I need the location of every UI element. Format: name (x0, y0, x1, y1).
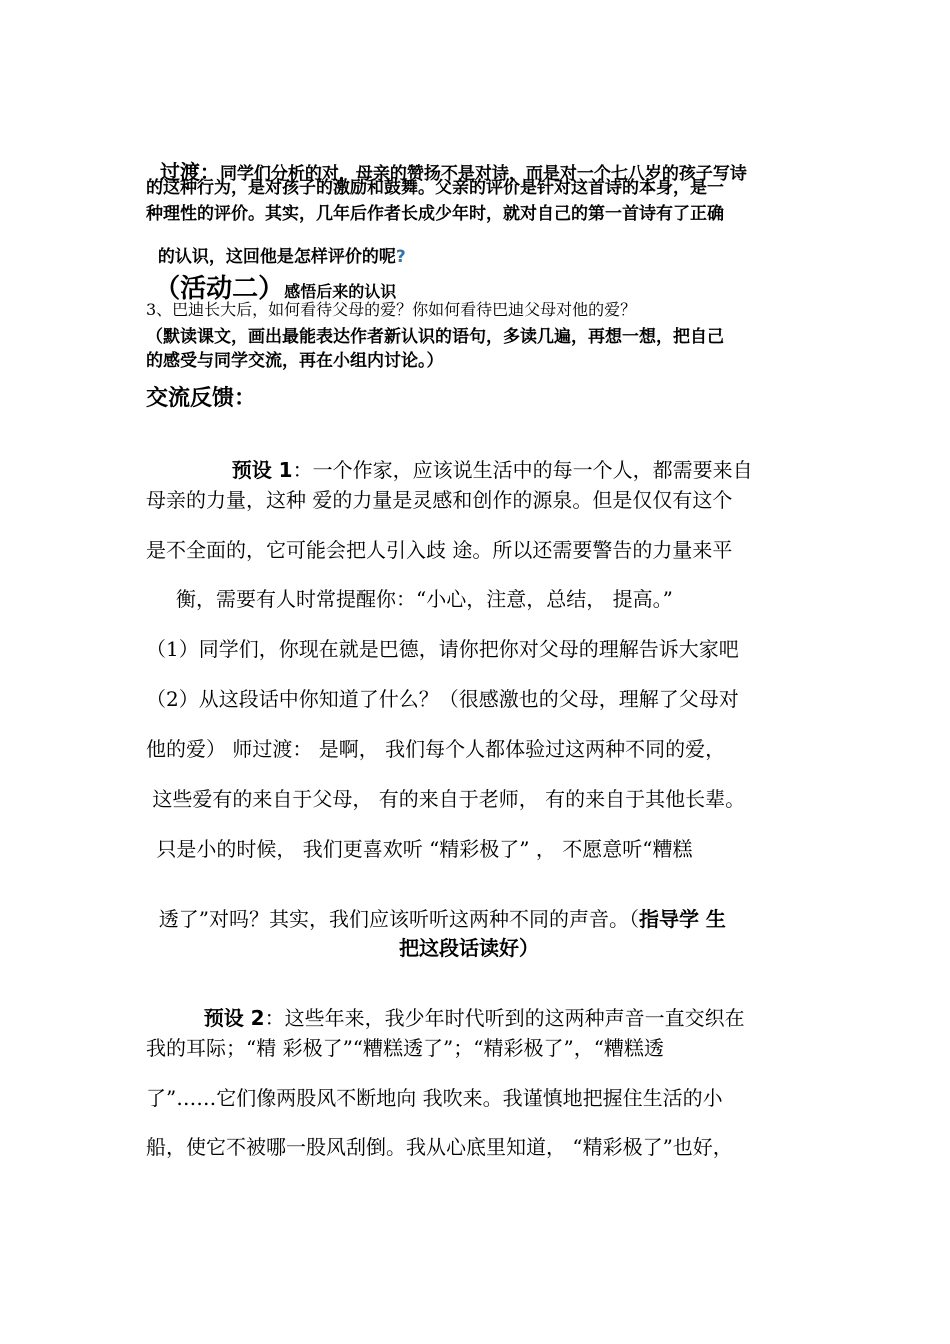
question-mark: ? (395, 247, 406, 267)
activity-heading: （活动二） (154, 274, 285, 304)
preset1-text-1: ：一个作家，应该说生活中的每一个人，都需要来自 (292, 458, 753, 482)
preset2-line-4: 船，使它不被哪一股风刮倒。我从心底里知道， “精彩极了”也好， (146, 1135, 733, 1159)
preset1-text-8: 透了”对吗？其实，我们应该听听这两种不同的声音。（ (158, 907, 639, 931)
preset1-line-4: 衡，需要有人时常提醒你：“小心，注意，总结， 提高。” (176, 587, 673, 611)
preset1-line-3: 是不全面的，它可能会把人引入歧 途。所以还需要警告的力量来平 (146, 538, 733, 562)
transition-line-1 (146, 142, 747, 183)
activity-heading-row (144, 260, 396, 302)
preset1-guide: 指导学 生 (638, 907, 726, 931)
preset1-line-9: 把这段话读好） (399, 936, 539, 960)
preset2-label: 预设 2 (203, 1006, 265, 1030)
transition-text-1: 同学们分析的对，母亲的赞扬不是对诗，而是对一个七八岁的孩子写诗 (219, 164, 747, 184)
transition-text-4: 的认识，这回他是怎样评价的呢 (157, 247, 396, 267)
instruction-line-1: （默读课文，画出最能表达作者新认识的语句，多读几遍，再想一想，把自己 (146, 327, 724, 347)
transition-line-3: 种理性的评价。其实，几年后作者长成少年时，就对自己的第一首诗有了正确 (146, 204, 724, 224)
preset1-line-5: 他的爱） 师过渡： 是啊， 我们每个人都体验过这两种不同的爱， (146, 737, 726, 761)
preset1-line-6: 这些爱有的来自于父母， 有的来自于老师， 有的来自于其他长辈。 (146, 787, 746, 811)
feedback-heading: 交流反馈： (146, 386, 257, 411)
preset1-question-1: （1）同学们，你现在就是巴德，请你把你对父母的理解告诉大家吧 (146, 637, 739, 661)
preset1-question-2: （2）从这段话中你知道了什么？（很感激也的父母，理解了父母对 (146, 687, 739, 711)
preset1-line-7: 只是小的时候， 我们更喜欢听 “精彩极了” ， 不愿意听“糟糕 (150, 837, 693, 861)
preset1-line-1 (219, 440, 753, 480)
preset2-text-1: ：这些年来，我少年时代听到的这两种声音一直交织在 (264, 1006, 745, 1030)
preset2-line-2: 我的耳际；“精 彩极了”“糟糕透了”；“精彩极了”，“糟糕透 (146, 1036, 664, 1060)
activity-subtitle: 感悟后来的认识 (284, 282, 397, 301)
preset1-label: 预设 1 (231, 458, 293, 482)
instruction-line-2: 的感受与同学交流，再在小组内讨论。） (146, 351, 444, 371)
transition-line-2: 的这种行为，是对孩子的激励和鼓舞。父亲的评价是针对这首诗的本身，是一 (146, 178, 724, 198)
preset2-line-3: 了”……它们像两股风不断地向 我吹来。我谨慎地把握住生活的小 (146, 1086, 723, 1110)
preset2-line-1 (191, 988, 745, 1028)
transition-label: 过渡： (159, 160, 220, 184)
preset1-line-2: 母亲的力量，这种 爱的力量是灵感和创作的源泉。但是仅仅有这个 (146, 488, 733, 512)
preset1-line-8 (146, 889, 726, 929)
question-3: 3、巴迪长大后，如何看待父母的爱？你如何看待巴迪父母对他的爱？ (146, 300, 637, 319)
